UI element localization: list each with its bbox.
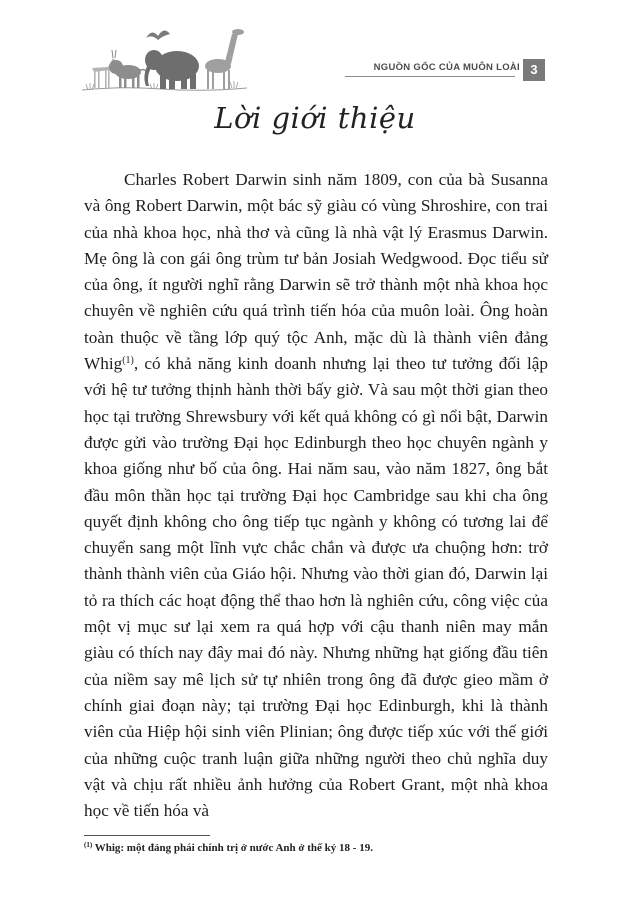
footnote-reference: (1) [122, 355, 134, 367]
body-text [84, 167, 548, 824]
footnote [84, 841, 548, 855]
footnote-divider [84, 835, 210, 836]
header-rule [345, 76, 515, 77]
body-text-part-2: , có khả năng kinh doanh nhưng lại theo tư tưởng đối lập với hệ tư tưởng thịnh hành thời bấy giờ. Và sau một thời gian theo học tại trường Shrewsbury với kết quả không có gì nổi bật, Darwin được gửi vào trường Đại học Edinburgh theo học chuyên ngành y khoa giống như bố của ông. Hai năm sau, vào năm 1827, ông bắt đầu môn thần học tại trường Đại học Cambridge sau khi cha ông quyết định không cho ông tiếp tục ngành y không có tương lai để chuyển sang một lĩnh vực chắc chắn và được ưa chuộng hơn: trở thành thành viên của Giáo hội. Nhưng vào thời gian đó, Darwin lại tỏ ra thích các hoạt động thể thao hơn là nghiên cứu, công việc của một vị mục sư lại xem ra quá hợp với cậu thanh niên may mắn giàu có thích nay đây mai đó này. Nhưng những hạt giống đầu tiên của niềm say mê lịch sử tự nhiên trong ông đã được gieo mầm ở chính giai đoạn này; tại trường Đại học Edinburgh, khi là thành viên của Hiệp hội sinh viên Plinian; ông được tiếp xúc với thế giới của những cuộc tranh luận giữa những người theo chủ nghĩa duy vật và chịu rất nhiều ảnh hưởng của Robert Grant, một nhà khoa học về tiến hóa và [84, 354, 548, 821]
page-number-badge: 3 [523, 59, 545, 81]
page-header [0, 0, 630, 100]
body-paragraph [84, 167, 548, 824]
chapter-title: Lời giới thiệu [214, 101, 416, 135]
footnote-marker: (1) [84, 841, 93, 849]
footnote-text: Whig: một đảng phái chính trị ở nước Anh ở thế kỷ 18 - 19. [92, 842, 373, 854]
body-text-part-1: Charles Robert Darwin sinh năm 1809, con của bà Susanna và ông Robert Darwin, một bác sỹ giàu có vùng Shroshire, con trai của nhà khoa học, nhà thơ và cũng là nhà vật lý Erasmus Darwin. Mẹ ông là con gái ông trùm tư bản Josiah Wedgwood. Đọc tiểu sử của ông, ít người nghĩ rằng Darwin sẽ trở thành một nhà khoa học chuyên về nghiên cứu quá trình tiến hóa của muôn loài. Ông hoàn toàn thuộc về tầng lớp quý tộc Anh, mặc dù là thành viên đảng Whig [84, 170, 548, 374]
animals-silhouette-illustration [82, 20, 247, 92]
running-title: NGUỒN GỐC CỦA MUÔN LOÀI [373, 62, 520, 73]
